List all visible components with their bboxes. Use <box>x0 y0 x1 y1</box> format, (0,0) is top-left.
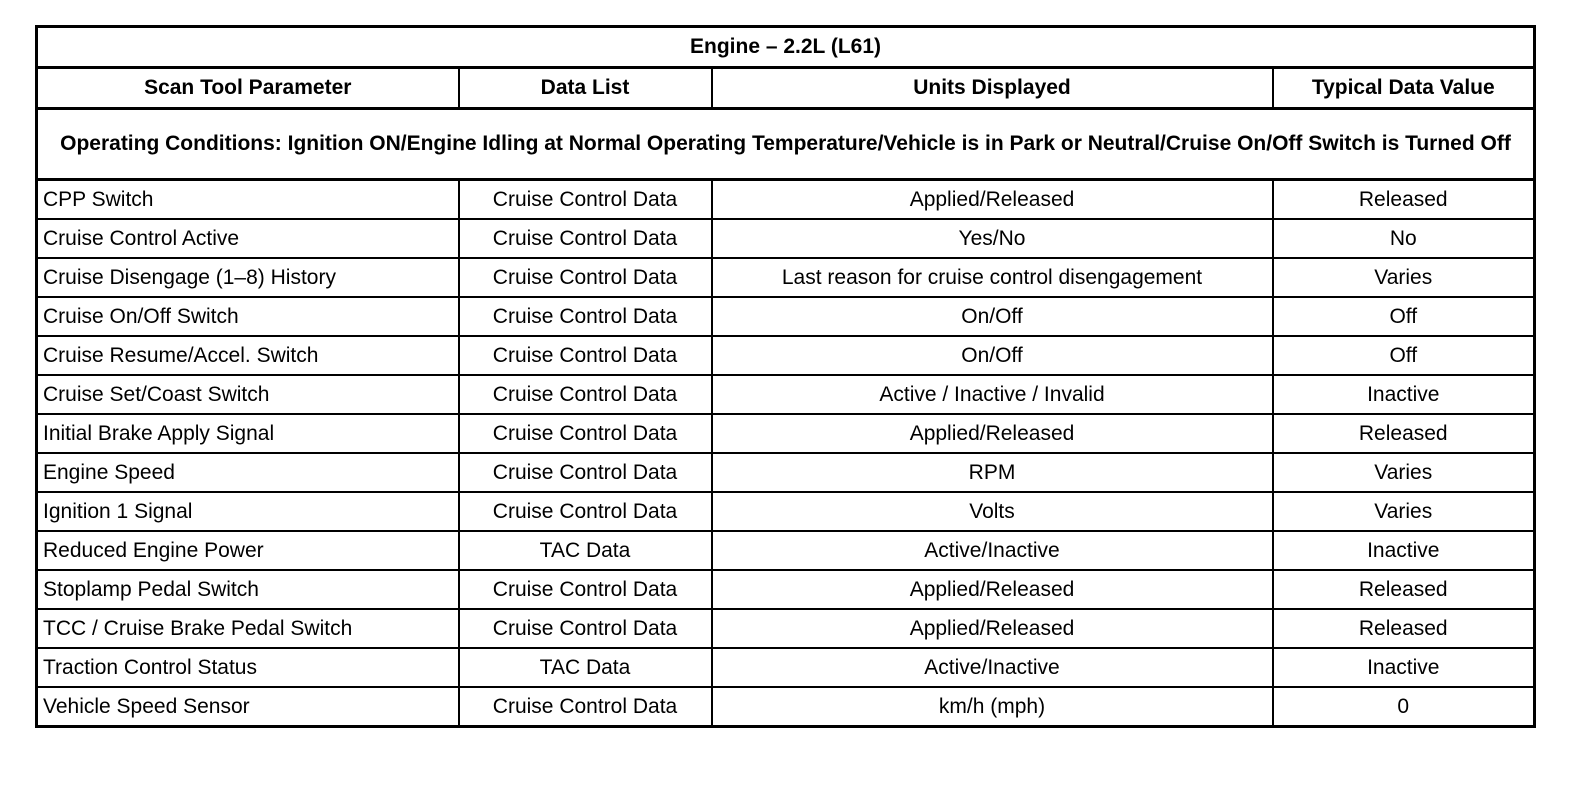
cell-data-list: Cruise Control Data <box>459 687 712 727</box>
cell-scan-tool-parameter: Vehicle Speed Sensor <box>37 687 459 727</box>
cell-data-list: Cruise Control Data <box>459 492 712 531</box>
cell-data-list: TAC Data <box>459 531 712 570</box>
cell-scan-tool-parameter: Stoplamp Pedal Switch <box>37 570 459 609</box>
table-row <box>37 687 1535 727</box>
table-row <box>37 531 1535 570</box>
table-row <box>37 258 1535 297</box>
cell-units-displayed: Last reason for cruise control disengagement <box>712 258 1273 297</box>
cell-data-list: Cruise Control Data <box>459 258 712 297</box>
cell-data-list: Cruise Control Data <box>459 609 712 648</box>
cell-data-list: Cruise Control Data <box>459 570 712 609</box>
cell-typical-data-value: Off <box>1273 297 1535 336</box>
table-row <box>37 453 1535 492</box>
operating-conditions: Operating Conditions: Ignition ON/Engine Idling at Normal Operating Temperature/Vehicle is in Park or Neutral/Cruise On/Off Switch is Turned Off <box>37 109 1535 180</box>
cell-scan-tool-parameter: Traction Control Status <box>37 648 459 687</box>
header-data-list: Data List <box>459 68 712 109</box>
cell-data-list: Cruise Control Data <box>459 375 712 414</box>
cell-scan-tool-parameter: Initial Brake Apply Signal <box>37 414 459 453</box>
cell-data-list: Cruise Control Data <box>459 180 712 220</box>
cell-typical-data-value: Released <box>1273 414 1535 453</box>
cell-scan-tool-parameter: Cruise Set/Coast Switch <box>37 375 459 414</box>
table-row <box>37 570 1535 609</box>
cell-units-displayed: Applied/Released <box>712 180 1273 220</box>
cell-data-list: Cruise Control Data <box>459 414 712 453</box>
cell-typical-data-value: Off <box>1273 336 1535 375</box>
cell-data-list: TAC Data <box>459 648 712 687</box>
operating-conditions-row <box>37 109 1535 180</box>
table-row <box>37 609 1535 648</box>
cell-data-list: Cruise Control Data <box>459 297 712 336</box>
cell-units-displayed: RPM <box>712 453 1273 492</box>
cell-typical-data-value: No <box>1273 219 1535 258</box>
table-row <box>37 336 1535 375</box>
table-row <box>37 375 1535 414</box>
cell-units-displayed: km/h (mph) <box>712 687 1273 727</box>
cell-units-displayed: Active / Inactive / Invalid <box>712 375 1273 414</box>
cell-typical-data-value: Inactive <box>1273 375 1535 414</box>
header-scan-tool-parameter: Scan Tool Parameter <box>37 68 459 109</box>
table-row <box>37 180 1535 220</box>
cell-typical-data-value: Varies <box>1273 492 1535 531</box>
cell-typical-data-value: Released <box>1273 180 1535 220</box>
cell-units-displayed: Active/Inactive <box>712 648 1273 687</box>
cell-scan-tool-parameter: Reduced Engine Power <box>37 531 459 570</box>
cell-units-displayed: Active/Inactive <box>712 531 1273 570</box>
cell-data-list: Cruise Control Data <box>459 219 712 258</box>
cell-typical-data-value: Released <box>1273 609 1535 648</box>
cell-typical-data-value: Released <box>1273 570 1535 609</box>
cell-units-displayed: Applied/Released <box>712 414 1273 453</box>
table-title: Engine – 2.2L (L61) <box>37 27 1535 68</box>
cell-typical-data-value: Varies <box>1273 453 1535 492</box>
cell-typical-data-value: Inactive <box>1273 531 1535 570</box>
cell-units-displayed: Applied/Released <box>712 570 1273 609</box>
cell-units-displayed: Volts <box>712 492 1273 531</box>
cell-units-displayed: On/Off <box>712 297 1273 336</box>
cell-scan-tool-parameter: Cruise Resume/Accel. Switch <box>37 336 459 375</box>
cell-typical-data-value: 0 <box>1273 687 1535 727</box>
table-row <box>37 297 1535 336</box>
table-row <box>37 492 1535 531</box>
table-row <box>37 219 1535 258</box>
cell-data-list: Cruise Control Data <box>459 453 712 492</box>
cell-scan-tool-parameter: Ignition 1 Signal <box>37 492 459 531</box>
cell-scan-tool-parameter: TCC / Cruise Brake Pedal Switch <box>37 609 459 648</box>
header-typical-data-value: Typical Data Value <box>1273 68 1535 109</box>
cell-units-displayed: On/Off <box>712 336 1273 375</box>
cell-typical-data-value: Varies <box>1273 258 1535 297</box>
cell-scan-tool-parameter: Engine Speed <box>37 453 459 492</box>
cell-scan-tool-parameter: CPP Switch <box>37 180 459 220</box>
cell-scan-tool-parameter: Cruise Disengage (1–8) History <box>37 258 459 297</box>
column-header-row <box>37 68 1535 109</box>
cell-typical-data-value: Inactive <box>1273 648 1535 687</box>
table-title-row <box>37 27 1535 68</box>
header-units-displayed: Units Displayed <box>712 68 1273 109</box>
table-row <box>37 648 1535 687</box>
cell-scan-tool-parameter: Cruise Control Active <box>37 219 459 258</box>
table-row <box>37 414 1535 453</box>
cell-scan-tool-parameter: Cruise On/Off Switch <box>37 297 459 336</box>
cell-units-displayed: Yes/No <box>712 219 1273 258</box>
cell-data-list: Cruise Control Data <box>459 336 712 375</box>
scan-tool-data-table <box>35 25 1536 728</box>
cell-units-displayed: Applied/Released <box>712 609 1273 648</box>
